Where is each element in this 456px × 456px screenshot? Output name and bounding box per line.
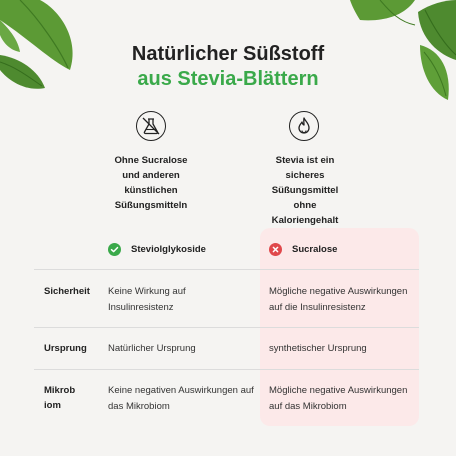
feature-text-no-sucralose: Ohne Sucralose und anderen künstlichen Süßungsmitteln: [114, 155, 188, 211]
stevia-cell-ursprung: Natürlicher Ursprung: [108, 343, 196, 354]
stevia-cell-mikrobiom: Keine negativen Auswirkungen auf das Mikrobiom: [108, 385, 254, 412]
column-header-sucralose: [269, 241, 337, 257]
row-divider: [34, 327, 419, 328]
sucralose-cell-sicherheit: Mögliche negative Auswirkungen auf die Insulinresistenz: [269, 286, 408, 313]
page-subtitle: aus Stevia-Blättern: [137, 68, 319, 90]
stevia-cell-sicherheit: Keine Wirkung auf Insulinresistenz: [108, 286, 186, 313]
row-divider: [34, 369, 419, 370]
x-icon: [269, 243, 282, 256]
no-chemicals-flask-icon: [136, 111, 166, 141]
column-header-sucralose-label: Sucralose: [292, 243, 338, 255]
sucralose-cell-mikrobiom: Mögliche negative Auswirkungen auf das Mikrobiom: [269, 385, 408, 412]
row-label-ursprung: Ursprung: [44, 343, 87, 354]
column-header-stevia-label: Steviolglykoside: [131, 243, 206, 255]
column-header-stevia: [108, 241, 206, 257]
row-label-mikrobiom: Mikrob iom: [44, 385, 76, 411]
feature-text-no-calories: Stevia ist ein sicheres Süßungsmittel ohne Kaloriengehalt: [271, 155, 339, 226]
row-divider: [34, 269, 419, 270]
sucralose-cell-ursprung: synthetischer Ursprung: [269, 343, 367, 354]
row-label-sicherheit: Sicherheit: [44, 286, 90, 297]
check-icon: [108, 243, 121, 256]
no-calories-flame-icon: [289, 111, 319, 141]
page-title: Natürlicher Süßstoff: [131, 43, 325, 65]
